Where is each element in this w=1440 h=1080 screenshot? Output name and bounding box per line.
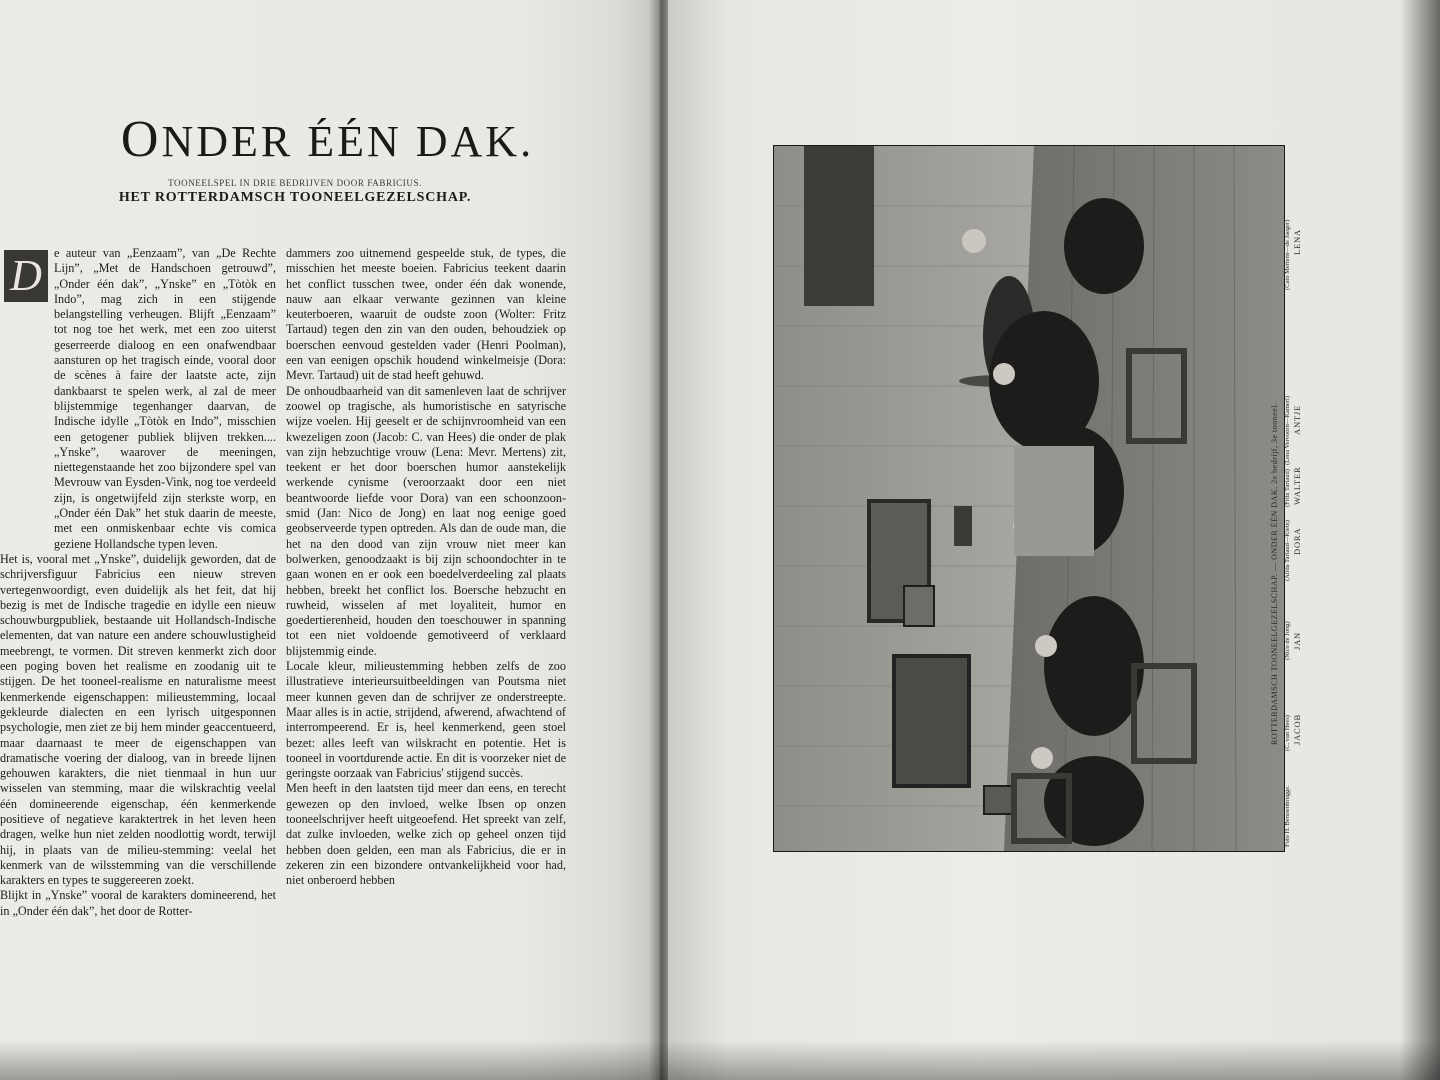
- cast-actor: (C. van Hees): [1284, 715, 1291, 751]
- photo-illustration: [774, 146, 1284, 851]
- cast-name: WALTER: [1292, 466, 1302, 505]
- paragraph: Men heeft in den laatsten tijd meer dan eens, en terecht gewezen op den invloed, welke Ibsen op onzen tooneelschrijver heeft uitgeoefend. Het spreekt van zelf, dat zulke invloeden, welke zich op geheel onzen tijd hebben doen gelden, een man als Fabricius, die er in zekeren zin een bizondere ontvankelijkheid voor had, niet onberoerd hebben: [286, 781, 566, 888]
- cast-name: DORA: [1292, 527, 1302, 555]
- paragraph: De onhoudbaarheid van dit samenleven laat de schrijver zoowel op tragische, als humoristische en satyrische wijze voelen. Hij geeselt er de schijnvroomheid van een kwezeligen zoon (Jacob: C. van Hees) die onder de plak van zijn hebzuchtige vrouw (Lena: Mevr. Mertens) zit, teekent er het door boerschen humor aanstekelijk werkende cynisme (veroorzaakt door een niet beantwoorde liefde voor Dora) van een schoonzoon-smid (Jan: Nico de Jong) en laat nog eenige goed geobserveerde typen optreden. Als dan de oude man, die het na den dood van zijn vrouw niet meer kan bolwerken, genoodzaakt is bij zijn schoondochter in te gaan wonen en er ook een boedelverdeeling zal plaats hebben, breekt het conflict los. Boersche hebzucht en ruwheid, wisselen af met loyaliteit, humor en goedertierenheid, houden den toeschouwer in spanning tot een niet voldoende gemotiveerd of verklaard blijstemmig einde.: [286, 383, 566, 658]
- page-edge-shadow: [1400, 0, 1440, 1080]
- cast-actor: (Nico de Jong): [1284, 621, 1291, 660]
- paragraph: Locale kleur, milieustemming hebben zelfs de zoo illustratieve interieursuitbeeldingen van Poutsma niet meer kunnen geven dan de schrijver ze onderstreepte. Maar alles is in actie, strijdend, afwerend, afwachtend of interrompeerend. Er is, heel kenmerkend, geen stoel bezet: alles leeft van wilskracht en potentie. Het is tooneel in voortdurende actie. En dit is voorzeker niet de geringste oorzaak van Fabricius' stijgend succès.: [286, 659, 566, 781]
- photo-caption: [1270, 145, 1392, 850]
- cast-name: JAN: [1292, 632, 1302, 650]
- left-page: [0, 0, 655, 1080]
- text-column-right: [286, 246, 566, 888]
- article-subtitle: TOONEELSPEL IN DRIE BEDRIJVEN DOOR FABRICIUS.: [168, 178, 422, 188]
- stage-photograph: [773, 145, 1285, 852]
- cast-actor: (Lena Vervoorn—Kamerl): [1284, 395, 1291, 465]
- article-title: ONDER ÉÉN DAK.: [120, 111, 535, 168]
- cast-name: ANTJE: [1292, 405, 1302, 435]
- paragraph: Blijkt in „Ynske” vooral de karakters domineerend, het in „Onder één dak”, het door de Rotter-: [0, 888, 276, 918]
- bottom-shadow: [0, 1040, 1440, 1080]
- paragraph: dammers zoo uitnemend gespeelde stuk, de types, die misschien het meeste boeien. Fabricius teekent daarin het conflict tusschen twee, onder één dak wonende, nauw aan elkaar verwante gezinnen van kleine keuterboeren, waaruit de oudste zoon (Wolter: Fritz Tartaud) tegen den zin van den ouden, behoudziek op boerschen eenvoud gestelden vader (Henri Poolman), een van eenigen opschik houdend winkelmeisje (Dora: Mevr. Tartaud) uit de stad heeft gehuwd.: [286, 246, 566, 383]
- cast-actor: (Fritz Tartaud): [1284, 469, 1291, 507]
- company-heading: HET ROTTERDAMSCH TOONEELGEZELSCHAP.: [118, 190, 472, 205]
- drop-cap: D: [4, 250, 48, 302]
- text-column-left: [0, 246, 276, 919]
- cast-actor: (Alida Tartaud—Klein): [1284, 520, 1291, 581]
- paragraph: e auteur van „Eenzaam”, van „De Rechte Lijn”, „Met de Handschoen getrouwd”, „Onder één dak”, „Ynske” en „Tòtòk en Indo”, mag zich in een stijgende belangstelling verheugen. Blijft „Eenzaam” tot nog toe het werk, met een zoo uiterst geserreerde dialoog en een onafwendbaar aansturen op het tragisch einde, vooral door de scènes à faire der laatste acte, zijn dankbaarst te spelen werk, al zal de meer blijstemmige tegenhanger daarvan, de Indische idylle „Tòtòk en Indo”, misschien een getogener publiek blijven trekken.... „Ynske”, waarover de meeningen, niettegenstaande het zoo bijzondere spel van Mevrouw van Eysden-Vink, nog toe verdeeld zijn, is ongetwijfeld zijn sterkste worp, en „Onder één Dak” het stuk daarin de meeste, met een onmiskenbaar echte vis comica geziene Hollandsche typen leven.: [54, 246, 276, 551]
- paragraph: Het is, vooral met „Ynske”, duidelijk geworden, dat de schrijversfiguur Fabricius een nieuw streven vertegenwoordigt, even duidelijk als het feit, dat hij bezig is met de Indische tragedie en idylle een nieuw schouwburgpubliek, bestaande uit Hollandsch-Indische elementen, dat van nature een andere schouwlustigheid meebrengt, te vormen. Dit streven kenmerkt zich door een poging boven het realisme en zoodanig uit te stijgen. De het tooneel-realisme en naturalisme meest kenmerkende eigenschappen: milieustemming, locaal gekleurde dialecten en een lyrisch uitgesponnen psychologie, men ziet ze bij hem minder geaccentueerd, maar daarnaast te meer de eigenschappen van dramatische voering der dialoog, van in breede lijnen gehouwen karakters, die niet tienmaal in hun uur wisselen van stemming, maar die wilskrachtig veelal één domineerende eigenschap, één kenmerkende positieve of negatieve karaktertrek in het leven heen dragen, welke hun niet zelden noodlottig wordt, terwijl hij, in plaats van de milieu-stemming: veelal het kenmerk van de wilsstemming van die verschillende karakters en types te suggereeren zoekt.: [0, 551, 276, 888]
- cast-name: JACOB: [1292, 714, 1302, 745]
- cast-name: LENA: [1292, 229, 1302, 255]
- caption-title: ROTTERDAMSCH TOONEELGEZELSCHAP. — ONDER ÉÉN DAK. 2e bedrijf, 3e tooneel.: [1270, 402, 1279, 745]
- photo-credit: Foto H. Berssenbrugge.: [1284, 785, 1291, 847]
- cast-actor: (Cato Mertens—de Jaeger): [1284, 219, 1291, 290]
